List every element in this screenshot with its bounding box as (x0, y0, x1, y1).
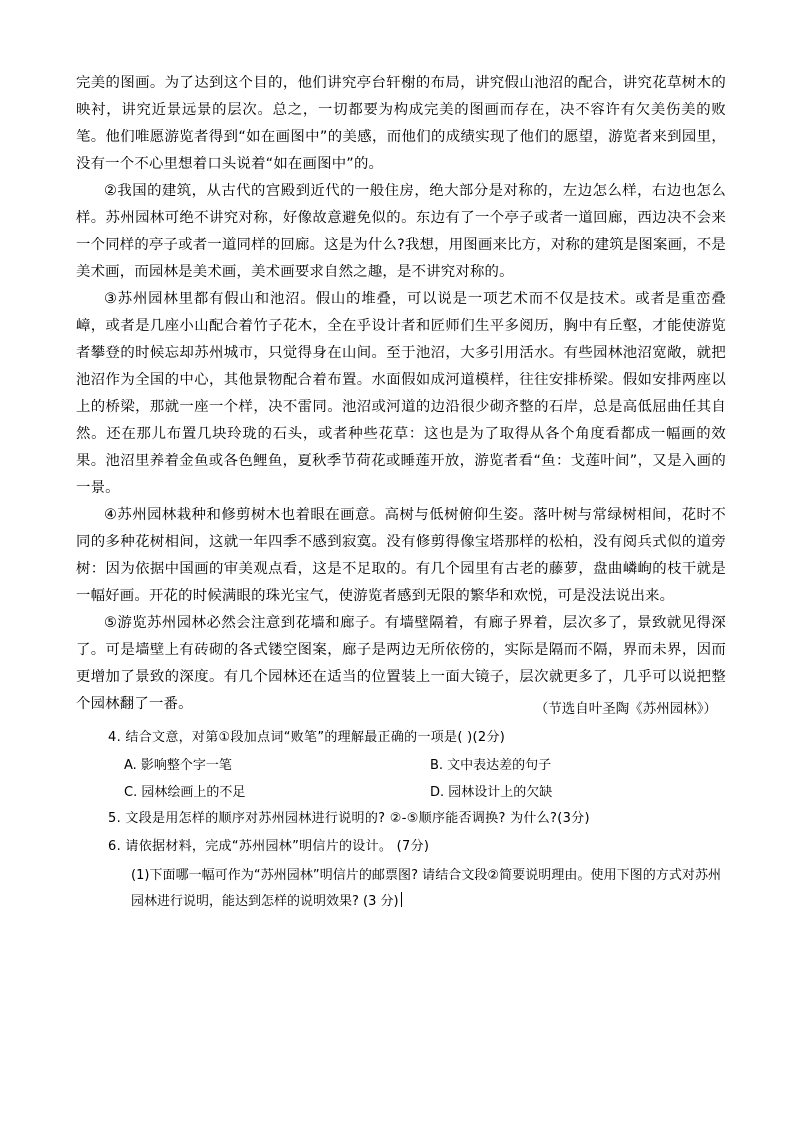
paragraph-1-continued: 完美的图画。为了达到这个目的，他们讲究亭台轩榭的布局，讲究假山池沼的配合，讲究花草树木的映衬，讲究近景远景的层次。总之，一切都要为构成完美的图画而存在，决不容许有欠美伤美的败笔。他们唯愿游览者得到“如在画图中”的美感，而他们的成绩实现了他们的愿望，游览者来到园里，没有一个不心里想着口头说着“如在画图中”的。 (76, 75, 726, 172)
paragraph-3: ③苏州园林里都有假山和池沼。假山的堆叠，可以说是一项艺术而不仅是技术。或者是重峦叠嶂，或者是几座小山配合着竹子花木，全在乎设计者和匠师们生平多阅历，胸中有丘壑，才能使游览者攀登的时候忘却苏州城市，只觉得身在山间。至于池沼，大多引用活水。有些园林池沼宽敞，就把池沼作为全国的中心，其他景物配合着布置。水面假如成河道模样，往往安排桥梁。假如安排两座以上的桥梁，那就一座一个样，决不雷同。池沼或河道的边沿很少砌齐整的石岸，总是高低屈曲任其自然。还在那儿布置几块玲珑的石头，或者种些花草：这也是为了取得从各个角度看都成一幅画的效果。池沼里养着金鱼或各色鲤鱼，夏秋季节荷花或睡莲开放，游览者看“鱼：戈莲叶间”，又是入画的一景。 (76, 291, 726, 496)
question-4-option-a: A. 影响整个字一笔 (124, 758, 232, 773)
passage (76, 70, 726, 718)
question-6: 6. 请依据材料，完成“苏州园林”明信片的设计。 (7分) (108, 839, 430, 854)
question-5: 5. 文段是用怎样的顺序对苏州园林进行说明的? ②-⑤顺序能否调换? 为什么?(3分) (108, 811, 590, 826)
question-4-option-c: C. 园林绘画上的不足 (124, 785, 246, 800)
text-cursor (401, 892, 402, 907)
paragraph-4: ④苏州园林栽种和修剪树木也着眼在画意。高树与低树俯仰生姿。落叶树与常绿树相间，花时不同的多种花树相间，这就一年四季不感到寂寞。没有修剪得像宝塔那样的松柏，没有阅兵式似的道旁树：因为依据中国画的审美观点看，这是不足取的。有几个园里有古老的藤萝，盘曲嶙峋的枝干就是一幅好画。开花的时候满眼的珠光宝气，使游览者感到无限的繁华和欢悦，可是没法说出来。 (76, 507, 726, 604)
paragraph-5: ⑤游览苏州园林必然会注意到花墙和廊子。有墙壁隔着，有廊子界着，层次多了，景致就见得深了。可是墙壁上有砖砌的各式镂空图案，廊子是两边无所依傍的，实际是隔而不隔，界而未界，因而更增加了景致的深度。有几个园林还在适当的位置装上一面大镜子，层次就更多了，几乎可以说把整个园林翻了一番。 (76, 615, 726, 712)
question-4-option-b: B. 文中表达差的句子 (430, 758, 552, 773)
question-4-option-d: D. 园林设计上的欠缺 (430, 785, 553, 800)
passage-source: （节选自叶圣陶《苏州园林》） (534, 701, 717, 717)
question-4: 4. 结合文意，对第①段加点词“败笔”的理解最正确的一项是( )(2分) (108, 730, 506, 745)
paragraph-2: ②我国的建筑，从古代的宫殿到近代的一般住房，绝大部分是对称的，左边怎么样，右边也怎么样。苏州园林可绝不讲究对称，好像故意避免似的。东边有了一个亭子或者一道回廊，西边决不会来一个同样的亭子或者一道同样的回廊。这是为什么?我想，用图画来比方，对称的建筑是图案画，不是美术画，而园林是美术画，美术画要求自然之趣，是不讲究对称的。 (76, 183, 726, 280)
question-6-part-1-text: (1)下面哪一幅可作为“苏州园林”明信片的邮票图? 请结合文段②简要说明理由。使用下图的方式对苏州园林进行说明，能达到怎样的说明效果? (3 分) (131, 868, 721, 909)
question-6-part-1[interactable] (131, 863, 721, 915)
